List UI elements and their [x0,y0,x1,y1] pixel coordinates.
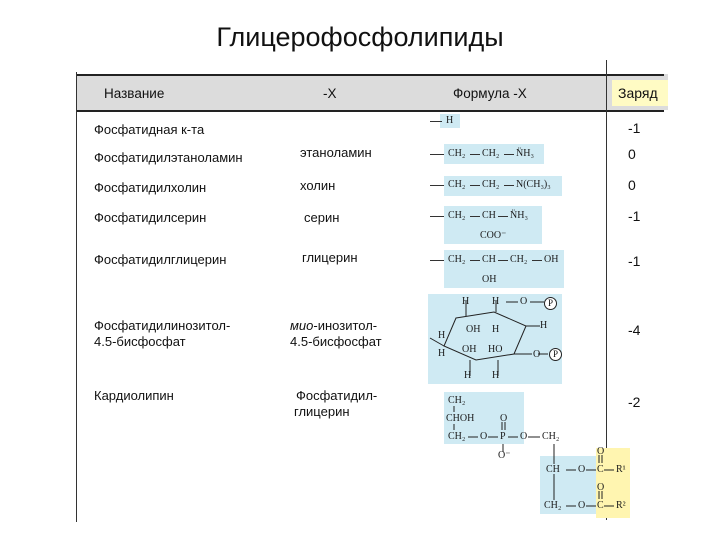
inositol-h8: H [492,370,500,381]
formula-choline-a: CH₂ [448,179,466,190]
cl-o3: O [578,464,586,475]
inositol-h6: H [438,348,446,359]
charge-pg: -1 [628,253,641,269]
formula-ethanolamine-b: CH₂ [482,148,500,159]
cl-r2: R² [616,500,626,511]
inositol-h3: H [492,324,500,335]
inositol-oh2: OH [462,344,477,355]
formula-serine-a: CH₂ [448,210,466,221]
page-title: Глицерофосфолипиды [216,22,504,52]
row-name-phosphatidic-acid: Фосфатидная к-та [94,122,205,137]
cl-o6: O [597,482,605,493]
cl-o5: O [578,500,586,511]
formula-serine-b: CH [482,210,496,221]
row-name-pc: Фосфатидилхолин [94,180,207,195]
charge-pc: 0 [628,177,636,193]
row-x-mio-prefix: мио [290,318,314,333]
inositol-oh1: OH [466,324,481,335]
cl-o1: O [480,431,488,442]
row-x-ethanolamine: этаноламин [300,145,372,160]
inositol-o2: O [533,349,541,360]
formula-choline-b: CH₂ [482,179,500,190]
formula-serine-d: COO⁻ [480,230,507,241]
formula-ethanolamine-c: N̈H₃ [516,148,534,159]
row-x-inositol-line2: 4.5-бисфосфат [290,334,382,349]
formula-glycerol-c: CH₂ [510,254,528,265]
inositol-h1: H [462,296,470,307]
inositol-h5: H [438,330,446,341]
formula-glycerol-e: OH [482,274,497,285]
formula-serine-c: N̈H₃ [510,210,528,221]
charge-pe: 0 [628,146,636,162]
cl-c2: C [597,500,604,511]
charge-phosphatidic-acid: -1 [628,120,641,136]
cl-o4: O [597,446,605,457]
row-name-pip2-line2: 4.5-бисфосфат [94,334,186,349]
cl-o2: O [520,431,528,442]
formula-glycerol-b: CH [482,254,496,265]
row-x-glycerol: глицерин [302,250,358,265]
cl-ch2-1: CH₂ [448,395,466,406]
cl-ch2-3: CH₂ [542,431,560,442]
row-x-inositol-line1: -инозитол- [313,318,378,333]
header-x: -X [323,86,337,101]
row-name-pe: Фосфатидилэтаноламин [94,150,243,165]
row-name-ps: Фосфатидилсерин [94,210,207,225]
formula-glycerol-d: OH [544,254,559,265]
row-name-cardiolipin: Кардиолипин [94,388,174,403]
header-formula: Формула -X [453,86,527,101]
inositol-o1: O [520,296,528,307]
row-name-pg: Фосфатидилглицерин [94,252,227,267]
row-x-choline: холин [300,178,336,193]
inositol-ho: HO [488,344,503,355]
inositol-h2: H [492,296,500,307]
cl-r1: R¹ [616,464,626,475]
cl-c1: C [597,464,604,475]
formula-h: H [446,115,454,126]
header-charge: Заряд [612,80,668,106]
charge-pip2: -4 [628,322,641,338]
inositol-h7: H [464,370,472,381]
row-x-serine: серин [304,210,340,225]
formula-choline-c: N(CH₃)₃ [516,179,551,190]
cl-o-double: O [500,413,508,424]
phosphate-circle-2: P [549,348,562,361]
cl-ch2-2: CH₂ [448,431,466,442]
row-x-cardiolipin-line1: Фосфатидил- [296,388,378,403]
cl-ch2-4: CH₂ [544,500,562,511]
cl-chOH: CHOH [446,413,475,424]
charge-ps: -1 [628,208,641,224]
phosphate-circle-1: P [544,297,557,310]
formula-glycerol-a: CH₂ [448,254,466,265]
row-name-pip2-line1: Фосфатидилинозитол- [94,318,231,333]
charge-cardiolipin: -2 [628,394,641,410]
cl-p: P [500,431,506,442]
header-name: Название [104,86,165,101]
row-x-cardiolipin-line2: глицерин [294,404,350,419]
inositol-h4: H [540,320,548,331]
cl-ominus: O⁻ [498,450,511,461]
formula-ethanolamine-a: CH₂ [448,148,466,159]
cl-ch: CH [546,464,560,475]
